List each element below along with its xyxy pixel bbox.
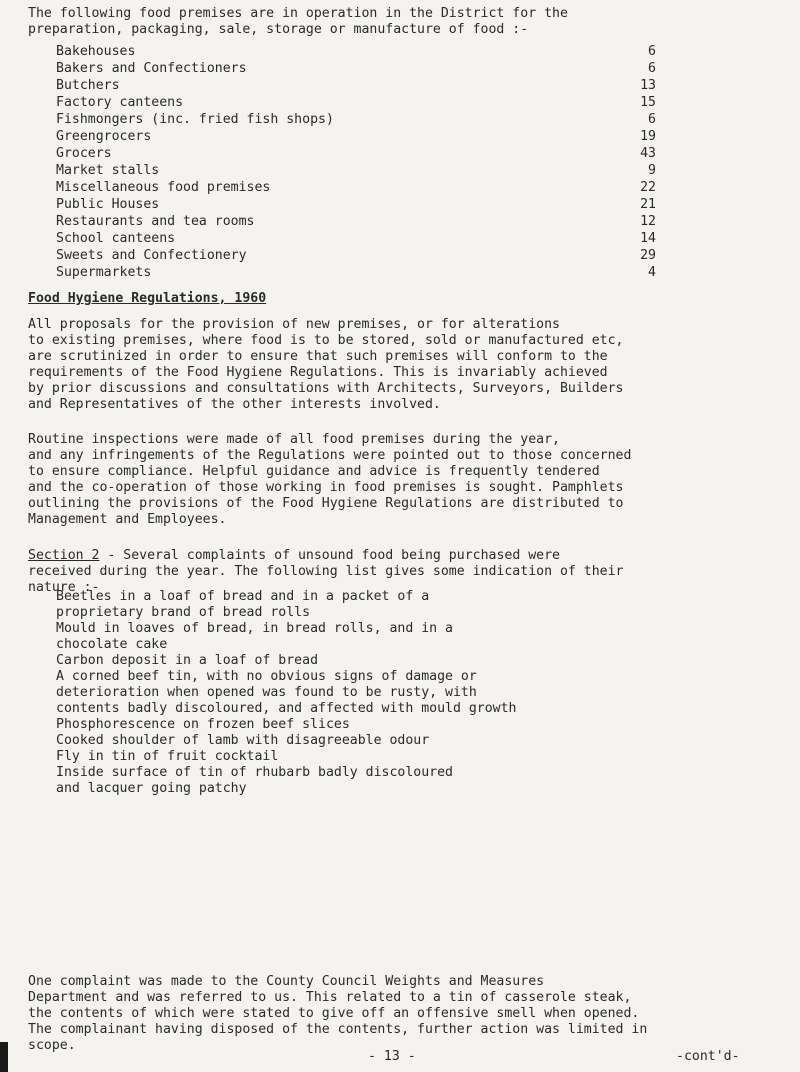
list-item: contents badly discoloured, and affected with mould growth <box>56 701 517 716</box>
premises-type: Bakehouses <box>56 44 136 59</box>
paragraph-line: and the co-operation of those working in food premises is sought. Pamphlets <box>28 480 624 495</box>
list-item: Fly in tin of fruit cocktail <box>56 749 279 764</box>
premises-type: Factory canteens <box>56 95 184 110</box>
table-row <box>56 265 656 281</box>
table-row <box>56 231 656 247</box>
table-row <box>56 248 656 264</box>
paragraph-line: outlining the provisions of the Food Hygiene Regulations are distributed to <box>28 496 624 511</box>
paragraph-line: are scrutinized in order to ensure that such premises will conform to the <box>28 349 608 364</box>
premises-count: 9 <box>648 163 656 178</box>
table-row <box>56 197 656 213</box>
paragraph-line: The complainant having disposed of the contents, further action was limited in <box>28 1022 648 1037</box>
paragraph-line: All proposals for the provision of new premises, or for alterations <box>28 317 560 332</box>
paragraph-line: the contents of which were stated to give off an offensive smell when opened. <box>28 1006 640 1021</box>
list-item: deterioration when opened was found to be rusty, with <box>56 685 477 700</box>
premises-count: 13 <box>640 78 656 93</box>
paragraph-line: and any infringements of the Regulations were pointed out to those concerned <box>28 448 632 463</box>
paragraph-line: to ensure compliance. Helpful guidance and advice is frequently tendered <box>28 464 600 479</box>
continued-marker: -cont'd- <box>676 1049 740 1064</box>
paragraph-line: Department and was referred to us. This related to a tin of casserole steak, <box>28 990 632 1005</box>
list-item: Mould in loaves of bread, in bread rolls, and in a <box>56 621 453 636</box>
paragraph-line: requirements of the Food Hygiene Regulations. This is invariably achieved <box>28 365 608 380</box>
paragraph-proposals <box>28 317 788 413</box>
list-item: proprietary brand of bread rolls <box>56 605 311 620</box>
paragraph-line: Routine inspections were made of all food premises during the year, <box>28 432 560 447</box>
premises-type: Restaurants and tea rooms <box>56 214 255 229</box>
premises-type: Greengrocers <box>56 129 152 144</box>
list-item: Phosphorescence on frozen beef slices <box>56 717 350 732</box>
premises-type: Fishmongers (inc. fried fish shops) <box>56 112 334 127</box>
paragraph-weights-measures <box>28 974 788 1054</box>
premises-type: Supermarkets <box>56 265 152 280</box>
premises-type: Miscellaneous food premises <box>56 180 271 195</box>
table-row <box>56 163 656 179</box>
premises-type: Grocers <box>56 146 112 161</box>
list-item: A corned beef tin, with no obvious signs of damage or <box>56 669 477 684</box>
premises-count: 12 <box>640 214 656 229</box>
premises-type: Market stalls <box>56 163 160 178</box>
intro-line: The following food premises are in operation in the District for the <box>28 6 568 21</box>
list-item: and lacquer going patchy <box>56 781 247 796</box>
premises-count: 4 <box>648 265 656 280</box>
table-row <box>56 129 656 145</box>
table-row <box>56 146 656 162</box>
premises-type: Sweets and Confectionery <box>56 248 247 263</box>
premises-count: 21 <box>640 197 656 212</box>
premises-type: Butchers <box>56 78 120 93</box>
paragraph-line <box>28 548 788 564</box>
premises-count: 15 <box>640 95 656 110</box>
table-row <box>56 180 656 196</box>
page-number: - 13 - <box>368 1049 416 1064</box>
intro-paragraph <box>28 6 788 38</box>
list-item: Cooked shoulder of lamb with disagreeable odour <box>56 733 430 748</box>
scan-edge-mark <box>0 1042 8 1072</box>
table-row <box>56 214 656 230</box>
section-label: Section 2 <box>28 548 100 563</box>
table-row <box>56 112 656 128</box>
paragraph-inspections <box>28 432 788 528</box>
paragraph-line: received during the year. The following list gives some indication of their <box>28 564 624 579</box>
premises-count: 43 <box>640 146 656 161</box>
paragraph-line: to existing premises, where food is to be stored, sold or manufactured etc, <box>28 333 624 348</box>
list-item: Beetles in a loaf of bread and in a packet of a <box>56 589 430 604</box>
table-row <box>56 95 656 111</box>
premises-count: 29 <box>640 248 656 263</box>
complaints-list <box>56 589 756 797</box>
paragraph-line: nature :- <box>28 580 100 595</box>
table-row <box>56 78 656 94</box>
paragraph-line: One complaint was made to the County Council Weights and Measures <box>28 974 545 989</box>
intro-line: preparation, packaging, sale, storage or manufacture of food :- <box>28 22 529 37</box>
list-item: Inside surface of tin of rhubarb badly discoloured <box>56 765 453 780</box>
list-item: Carbon deposit in a loaf of bread <box>56 653 319 668</box>
premises-count: 6 <box>648 44 656 59</box>
paragraph-line: and Representatives of the other interests involved. <box>28 397 441 412</box>
premises-count: 6 <box>648 112 656 127</box>
premises-count: 6 <box>648 61 656 76</box>
premises-type: Bakers and Confectioners <box>56 61 247 76</box>
section-line-text: - Several complaints of unsound food being purchased were <box>99 548 560 563</box>
paragraph-line: by prior discussions and consultations with Architects, Surveyors, Builders <box>28 381 624 396</box>
section-heading-food-hygiene: Food Hygiene Regulations, 1960 <box>28 291 267 306</box>
paragraph-line: scope. <box>28 1038 76 1053</box>
list-item: chocolate cake <box>56 637 168 652</box>
paragraph-line: Management and Employees. <box>28 512 227 527</box>
premises-type: School canteens <box>56 231 176 246</box>
table-row <box>56 61 656 77</box>
premises-type: Public Houses <box>56 197 160 212</box>
table-row <box>56 44 656 60</box>
premises-count: 14 <box>640 231 656 246</box>
premises-count: 22 <box>640 180 656 195</box>
premises-count: 19 <box>640 129 656 144</box>
